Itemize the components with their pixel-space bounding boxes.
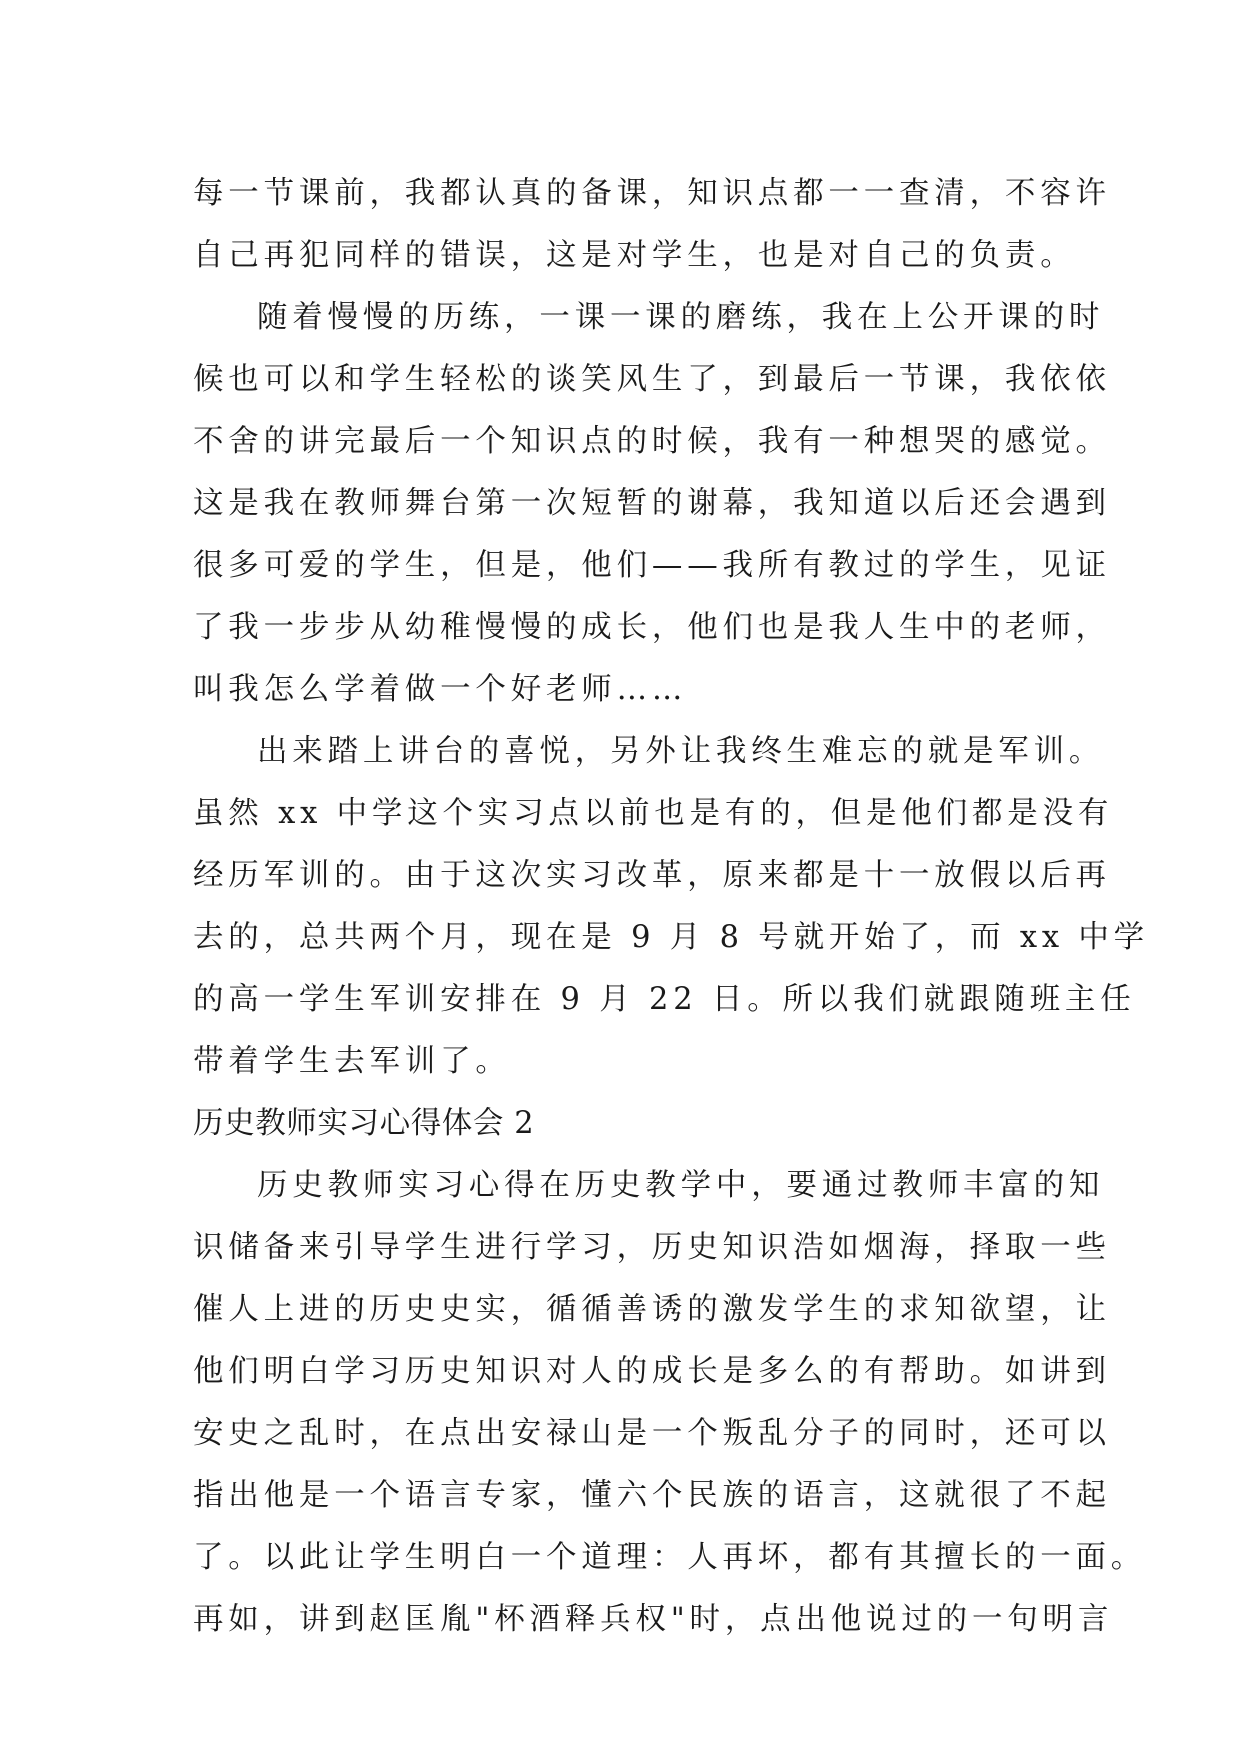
text-line: 不舍的讲完最后一个知识点的时候，我有一种想哭的感觉。: [193, 424, 1111, 459]
text-line: 安史之乱时，在点出安禄山是一个叛乱分子的同时，还可以: [193, 1416, 1111, 1451]
text-line: 每一节课前，我都认真的备课，知识点都一一查清，不容许: [193, 176, 1111, 211]
text-line: 自己再犯同样的错误，这是对学生，也是对自己的负责。: [193, 238, 1076, 273]
text-line: 虽然 xx 中学这个实习点以前也是有的，但是他们都是没有: [193, 796, 1114, 831]
paragraph-start-line: 出来踏上讲台的喜悦，另外让我终生难忘的就是军训。: [257, 734, 1105, 769]
text-line: 再如，讲到赵匡胤"杯酒释兵权"时，点出他说过的一句明言: [193, 1602, 1114, 1637]
text-line: 了我一步步从幼稚慢慢的成长，他们也是我人生中的老师，: [193, 610, 1111, 645]
paragraph-start-line: 随着慢慢的历练，一课一课的磨练，我在上公开课的时: [257, 300, 1105, 335]
text-line: 叫我怎么学着做一个好老师……: [193, 672, 688, 707]
paragraph-start-line: 历史教师实习心得在历史教学中，要通过教师丰富的知: [257, 1168, 1105, 1203]
text-line: 候也可以和学生轻松的谈笑风生了，到最后一节课，我依依: [193, 362, 1111, 397]
text-line: 了。以此让学生明白一个道理：人再坏，都有其擅长的一面。: [193, 1540, 1147, 1575]
text-line: 的高一学生军训安排在 9 月 22 日。所以我们就跟随班主任: [193, 982, 1136, 1017]
text-line: 催人上进的历史史实，循循善诱的激发学生的求知欲望，让: [193, 1292, 1111, 1327]
text-line: 这是我在教师舞台第一次短暂的谢幕，我知道以后还会遇到: [193, 486, 1111, 521]
text-line: 指出他是一个语言专家，懂六个民族的语言，这就很了不起: [193, 1478, 1111, 1513]
text-line: 他们明白学习历史知识对人的成长是多么的有帮助。如讲到: [193, 1354, 1111, 1389]
text-line: 经历军训的。由于这次实习改革，原来都是十一放假以后再: [193, 858, 1111, 893]
text-line: 带着学生去军训了。: [193, 1044, 511, 1079]
document-body: [193, 163, 1149, 1651]
text-line: 很多可爱的学生，但是，他们——我所有教过的学生，见证: [193, 548, 1111, 583]
section-heading: 历史教师实习心得体会 2: [193, 1106, 535, 1141]
text-line: 去的，总共两个月，现在是 9 月 8 号就开始了，而 xx 中学: [193, 920, 1149, 955]
text-line: 识储备来引导学生进行学习，历史知识浩如烟海，择取一些: [193, 1230, 1111, 1265]
